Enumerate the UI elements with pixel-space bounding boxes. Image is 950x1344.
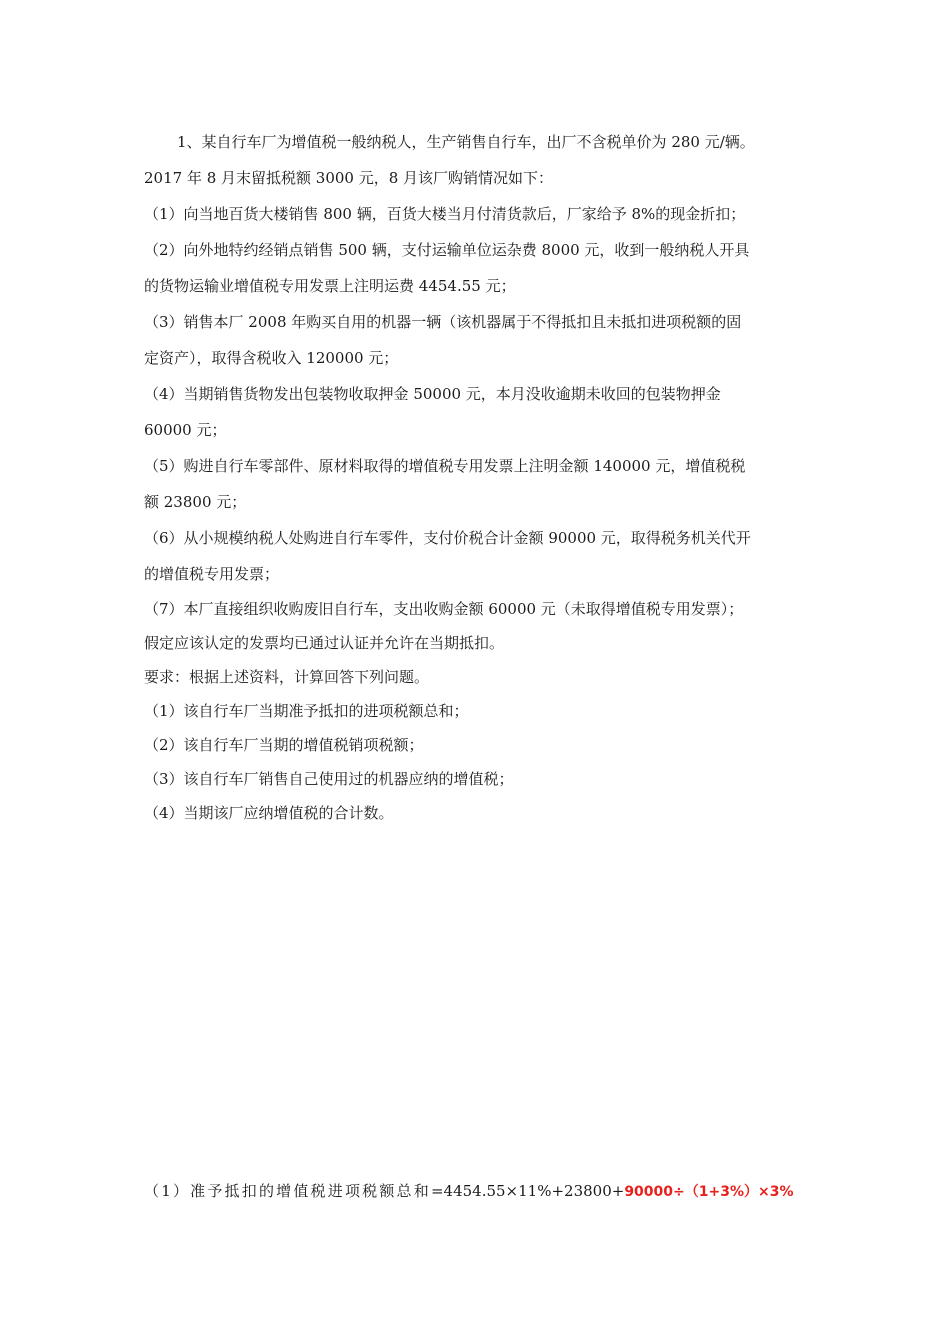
problem-line: 的货物运输业增值税专用发票上注明运费 4454.55 元；	[144, 277, 516, 295]
problem-line: 假定应该认定的发票均已通过认证并允许在当期抵扣。	[144, 634, 505, 652]
problem-line: （2）向外地特约经销点销售 500 辆，支付运输单位运杂费 8000 元，收到一般纳税人开具	[144, 241, 750, 259]
problem-line: （1）向当地百货大楼销售 800 辆，百货大楼当月付清货款后，厂家给予 8%的现金折扣；	[144, 205, 746, 223]
question-line: （4）当期该厂应纳增值税的合计数。	[144, 804, 394, 822]
answer-formula-highlight: 90000÷（1+3%）×3%	[624, 1184, 794, 1200]
problem-line: 60000 元；	[144, 421, 227, 439]
answer-line	[144, 1176, 824, 1207]
problem-statement	[144, 124, 814, 830]
problem-line: （4）当期销售货物发出包装物收取押金 50000 元，本月没收逾期未收回的包装物押金	[144, 385, 721, 403]
problem-line: （3）销售本厂 2008 年购买自用的机器一辆（该机器属于不得抵扣且未抵扣进项税额的固	[144, 313, 742, 331]
problem-line: （5）购进自行车零部件、原材料取得的增值税专用发票上注明金额 140000 元，增值税税	[144, 457, 746, 475]
answer-prefix: （1）准予抵扣的增值税进项税额总和	[144, 1182, 431, 1200]
question-line: （1）该自行车厂当期准予抵扣的进项税额总和；	[144, 702, 469, 720]
question-line: （2）该自行车厂当期的增值税销项税额；	[144, 736, 424, 754]
problem-line: 定资产），取得含税收入 120000 元；	[144, 349, 399, 367]
question-line: （3）该自行车厂销售自己使用过的机器应纳的增值税；	[144, 770, 514, 788]
problem-line: 2017 年 8 月末留抵税额 3000 元，8 月该厂购销情况如下：	[144, 169, 554, 187]
problem-line: （7）本厂直接组织收购废旧自行车，支出收购金额 60000 元（未取得增值税专用发票）；	[144, 600, 744, 618]
problem-line: （6）从小规模纳税人处购进自行车零件，支付价税合计金额 90000 元，取得税务机关代开	[144, 529, 751, 547]
problem-line: 1、某自行车厂为增值税一般纳税人，生产销售自行车，出厂不含税单价为 280 元/辆。	[177, 133, 755, 151]
problem-line: 要求：根据上述资料，计算回答下列问题。	[144, 668, 430, 686]
problem-line: 的增值税专用发票；	[144, 565, 280, 583]
answer-formula: =4454.55×11%+23800+	[430, 1182, 625, 1200]
problem-line: 额 23800 元；	[144, 493, 247, 511]
